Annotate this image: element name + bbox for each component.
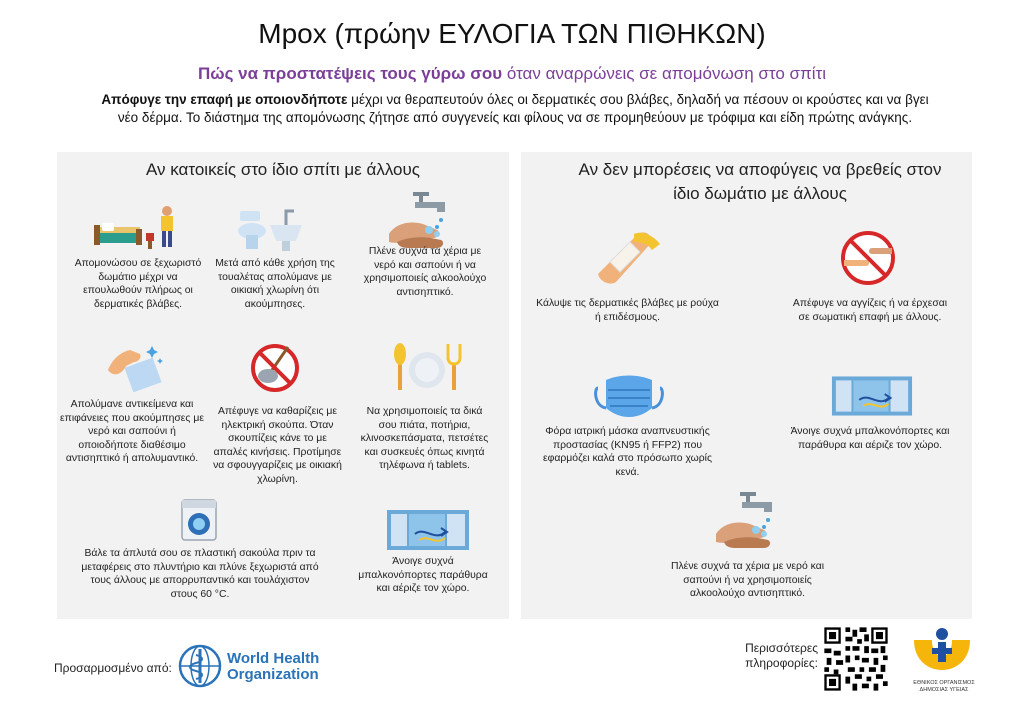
left-panel-heading: Αν κατοικείς στο ίδιο σπίτι με άλλους [145,160,421,179]
who-logo-text [227,651,319,683]
face-mask-icon [594,372,664,424]
washing-machine-icon [180,498,218,542]
qr-code-icon[interactable] [822,625,890,693]
adapted-from-label: Προσαρμοσμένο από: [54,661,172,675]
eody-line-2: ΔΗΜΟΣΙΑΣ ΥΓΕΙΑΣ [919,687,969,693]
left-item-1-text: Απομονώσου σε ξεχωριστό δωμάτιο μέχρι να επουλωθούν πλήρως οι δερματικές βλάβες. [74,258,202,310]
left-item-4-text: Απολύμανε αντικείμενα και επιφάνειες που ακούμπησες με νερό και σαπούνι ή οποιοδήποτε διαθέσιμο αντισηπτικό ή απολυμαντικό. [60,399,204,464]
right-panel-heading: Αν δεν μπορέσεις να αποφύγεις να βρεθείς στον ίδιο δωμάτιο με άλλους [578,160,942,203]
right-item-5-text: Πλένε συχνά τα χέρια με νερό και σαπούνι ή να χρησιμοποιείς αλκοολούχο αντισηπτικό. [670,561,825,599]
bandaged-arm-icon [594,226,666,286]
who-emblem-icon [176,643,224,689]
disinfect-surface-icon [104,340,166,392]
left-item-3-text: Πλένε συχνά τα χέρια με νερό και σαπούνι ή να χρησιμοποιείς αλκοολούχο αντισηπτικό. [363,246,487,298]
eody-line-1: ΕΘΝΙΚΟΣ ΟΡΓΑΝΙΣΜΟΣ [913,680,975,686]
right-item-3-text: Φόρα ιατρική μάσκα αναπνευστικής προστασίας (KN95 ή FFP2) που εφαρμόζει καλά στο πρόσωπο χωρίς κενά. [543,426,712,478]
who-line-2: Organization [227,666,319,683]
left-item-2-text: Μετά από κάθε χρήση της τουαλέτας απολύμανε με οικιακή χλωρίνη ότι ακούμπησες. [215,258,335,310]
left-item-8-text: Άνοιγε συχνά μπαλκονόπορτες παράθυρα και αέριζε τον χώρο. [358,556,488,594]
intro-bold: Απόφυγε την επαφή με οποιονδήποτε [101,92,348,107]
who-line-1: World Health [227,650,320,667]
intro-text [95,91,935,127]
right-item-2-text: Απέφυγε να αγγίζεις ή να έρχεσαι σε σωματική επαφή με άλλους. [792,298,948,323]
page-title: Mpox (πρώην ΕΥΛΟΓΙΑ ΤΩΝ ΠΙΘΗΚΩΝ) [258,18,766,49]
left-item-7-text: Βάλε τα άπλυτά σου σε πλαστική σακούλα πριν τα μεταφέρεις στο πλυντήριο και πλύνε ξεχωριστά από τους άλλους με απορρυπαντικό και τουλάχιστον στους 60 °C. [81,548,319,600]
bed-person-icon [92,203,180,251]
no-contact-icon [838,230,898,286]
left-item-5-text: Απέφυγε να καθαρίζεις με ηλεκτρική σκούπα. Όταν σκουπίζεις κάνε το με απαλές κινήσεις. Προτίμησε να σφουγγαρίζεις με οικιακή χλωρίνη. [213,406,342,485]
cutlery-plate-icon [392,342,462,392]
subtitle-rest: όταν αναρρώνεις σε απομόνωση στο σπίτι [502,64,827,83]
no-sweeping-icon [250,343,300,393]
open-window-icon [385,508,471,552]
right-item-1-text: Κάλυψε τις δερματικές βλάβες με ρούχα ή επιδέσμους. [536,298,719,323]
subtitle-bold: Πώς να προστατέψεις τους γύρω σου [197,64,503,83]
eody-logo-text [904,680,984,694]
handwash-icon [712,490,792,554]
eody-logo-icon [910,626,974,680]
left-item-6-text: Να χρησιμοποιείς τα δικά σου πιάτα, ποτήρια, κλινοσκεπάσματα, πετσέτες και συσκευές όπως κινητά τηλέφωνα ή tablets. [360,406,489,471]
open-window-icon [830,373,914,419]
toilet-sink-icon [236,203,306,253]
right-item-4-text: Άνοιγε συχνά μπαλκονόπορτες και παράθυρα και αέριζε τον χώρο. [790,426,950,451]
more-info-label: Περισσότερες πληροφορίες: [745,641,818,670]
subtitle [0,64,1024,84]
intro-rest: μέχρι να θεραπευτούν όλες οι δερματικές σου βλάβες, δηλαδή να πέσουν οι κρούστες και να βγει νέο δέρμα. Το διάστημα της απομόνωσης ζήτησε από συγγενείς και φίλους να σε προμηθεύουν με τρόφιμα και είδη πρώτης ανάγκης. [117,92,929,125]
